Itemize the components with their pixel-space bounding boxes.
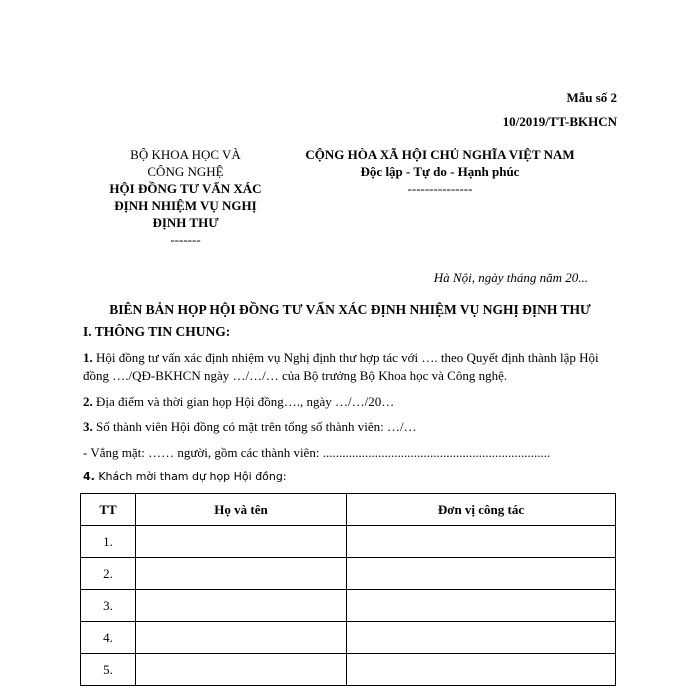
name-cell (136, 622, 347, 654)
agency-divider: ------- (170, 232, 201, 247)
form-number: Mẫu số 2 (566, 90, 617, 105)
header-organization: Đơn vị công tác (347, 494, 616, 526)
table-row (81, 558, 616, 590)
item-4-text: Khách mời tham dự họp Hội đồng: (94, 470, 287, 483)
row-number: 2. (81, 558, 136, 590)
date-line: Hà Nội, ngày tháng năm 20... (433, 270, 588, 285)
section-heading-general-info: I. THÔNG TIN CHUNG: (83, 324, 231, 339)
item-1-text: Hội đồng tư vấn xác định nhiệm vụ Nghị định thư hợp tác với …. theo Quyết định thành lập Hội đồng …./QĐ-BKHCN ngày …/…/… của Bộ trưởng Bộ Khoa học và Công nghệ. (83, 350, 599, 383)
national-motto: Độc lập - Tự do - Hạnh phúc (360, 164, 520, 179)
item-4-guests (83, 468, 623, 486)
organization-cell (347, 590, 616, 622)
name-cell (136, 654, 347, 686)
council-name-line1: HỘI ĐỒNG TƯ VẤN XÁC (109, 181, 262, 196)
header-tt: TT (81, 494, 136, 526)
national-header-block (270, 146, 610, 197)
name-cell (136, 558, 347, 590)
issuing-agency-block (78, 146, 293, 248)
organization-cell (347, 622, 616, 654)
council-name-line3: ĐỊNH THƯ (152, 215, 219, 230)
table-row (81, 654, 616, 686)
row-number: 3. (81, 590, 136, 622)
table-row (81, 622, 616, 654)
guests-table-header-row (81, 494, 616, 526)
circular-number: 10/2019/TT-BKHCN (502, 114, 617, 129)
item-2-number: 2. (83, 394, 93, 409)
item-3-text: Số thành viên Hội đồng có mặt trên tổng số thành viên: …/… (92, 419, 417, 434)
row-number: 1. (81, 526, 136, 558)
ministry-name-line2: CÔNG NGHỆ (147, 164, 224, 179)
organization-cell (347, 526, 616, 558)
item-1-council-decision (83, 349, 623, 385)
table-row (81, 526, 616, 558)
organization-cell (347, 654, 616, 686)
item-4-number: 4. (83, 470, 95, 483)
organization-cell (347, 558, 616, 590)
country-name: CỘNG HÒA XÃ HỘI CHỦ NGHĨA VIỆT NAM (305, 147, 575, 162)
absent-members-line: - Vắng mặt: …… người, gồm các thành viên: ...................................................................... (83, 445, 551, 460)
name-cell (136, 590, 347, 622)
name-cell (136, 526, 347, 558)
header-full-name: Họ và tên (136, 494, 347, 526)
table-row (81, 590, 616, 622)
item-2-text: Địa điểm và thời gian họp Hội đồng…., ngày …/…/20… (92, 394, 395, 409)
document-title: BIÊN BẢN HỌP HỘI ĐỒNG TƯ VẤN XÁC ĐỊNH NHIỆM VỤ NGHỊ ĐỊNH THƯ (109, 302, 591, 317)
guests-table (80, 493, 616, 686)
item-2-venue-time (83, 393, 623, 411)
item-3-attendance (83, 418, 623, 436)
motto-divider: --------------- (407, 181, 473, 196)
row-number: 5. (81, 654, 136, 686)
row-number: 4. (81, 622, 136, 654)
item-1-number: 1. (83, 350, 93, 365)
council-name-line2: ĐỊNH NHIỆM VỤ NGHỊ (114, 198, 257, 213)
item-3-number: 3. (83, 419, 93, 434)
ministry-name-line1: BỘ KHOA HỌC VÀ (130, 147, 241, 162)
